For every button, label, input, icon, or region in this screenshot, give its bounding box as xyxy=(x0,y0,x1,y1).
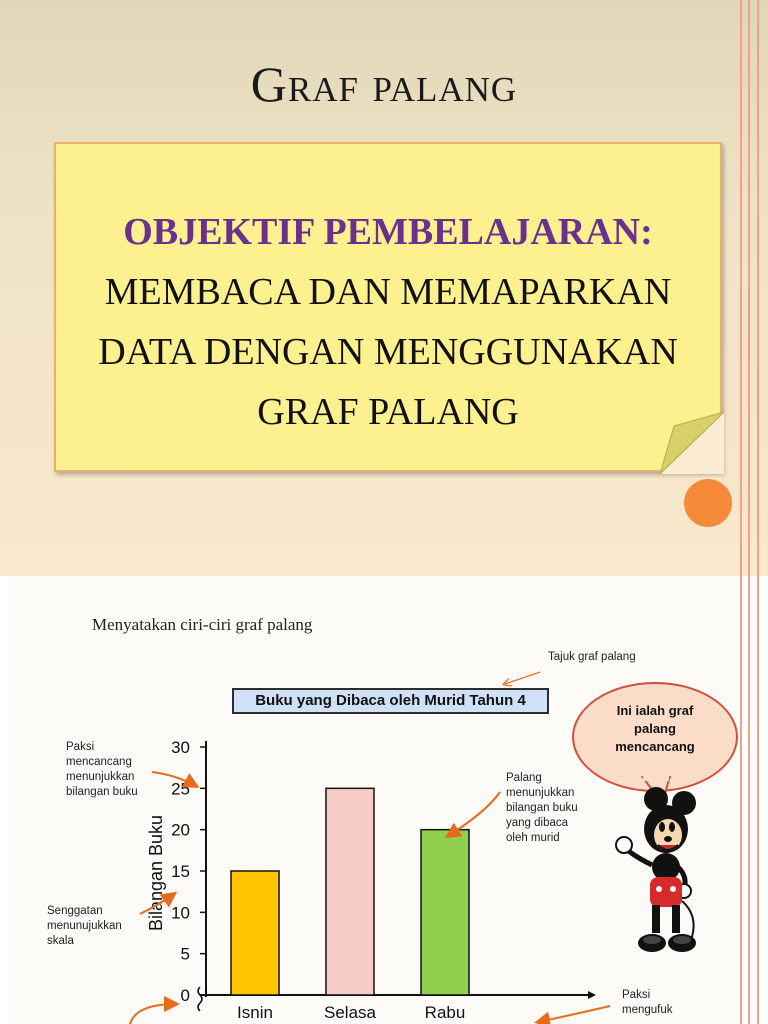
y-tick-label: 5 xyxy=(180,944,190,964)
arrow-origin xyxy=(130,1004,176,1024)
y-tick-label: 25 xyxy=(171,779,190,799)
slide-title: Graf palang xyxy=(250,56,518,112)
x-tick-label: Rabu xyxy=(424,1003,466,1022)
y-tick-label: 15 xyxy=(171,862,190,881)
y-axis-label: Bilangan Buku xyxy=(146,814,166,932)
x-tick-label: Selasa xyxy=(324,1003,376,1022)
objective-line: DATA DENGAN MENGGUNAKAN xyxy=(98,331,678,373)
x-tick-label: Isnin xyxy=(237,1003,273,1022)
chart-title: Buku yang Dibaca oleh Murid Tahun 4 xyxy=(232,688,549,714)
y-tick-label: 30 xyxy=(171,738,190,757)
y-tick-label: 20 xyxy=(171,820,190,840)
x-axis-arrow-icon xyxy=(588,991,596,999)
y-tick-label: 10 xyxy=(171,903,190,923)
speech-bubble-text: Ini ialah graf palang mencancang xyxy=(615,703,695,754)
section-subtitle: Menyatakan ciri-ciri graf palang xyxy=(92,615,313,634)
annotation-tajuk: Tajuk graf palang xyxy=(548,651,636,663)
arrow-paksi-mengufuk xyxy=(538,1006,610,1022)
y-tick-label: 0 xyxy=(180,986,190,1005)
bar-isnin xyxy=(231,871,279,995)
axis-break-icon xyxy=(198,987,202,1011)
annotation-palang: Palang menunjukkan bilangan buku yang dibaca oleh murid xyxy=(506,772,578,844)
annotation-paksi-mengufuk: Paksi mengufuk xyxy=(622,989,673,1016)
objective-line: MEMBACA DAN MEMAPARKAN xyxy=(104,271,672,313)
annotation-paksi-mencancang: Paksi mencancang menunjukkan bilangan buku xyxy=(66,741,138,798)
bar-rabu xyxy=(421,830,469,995)
objective-line: GRAF PALANG xyxy=(257,391,519,433)
arrow-tajuk xyxy=(505,672,540,684)
objective-heading: OBJEKTIF PEMBELAJARAN: xyxy=(123,211,653,253)
annotation-senggatan: Senggatan menunujukkan skala xyxy=(47,905,122,947)
bar-selasa xyxy=(326,788,374,995)
